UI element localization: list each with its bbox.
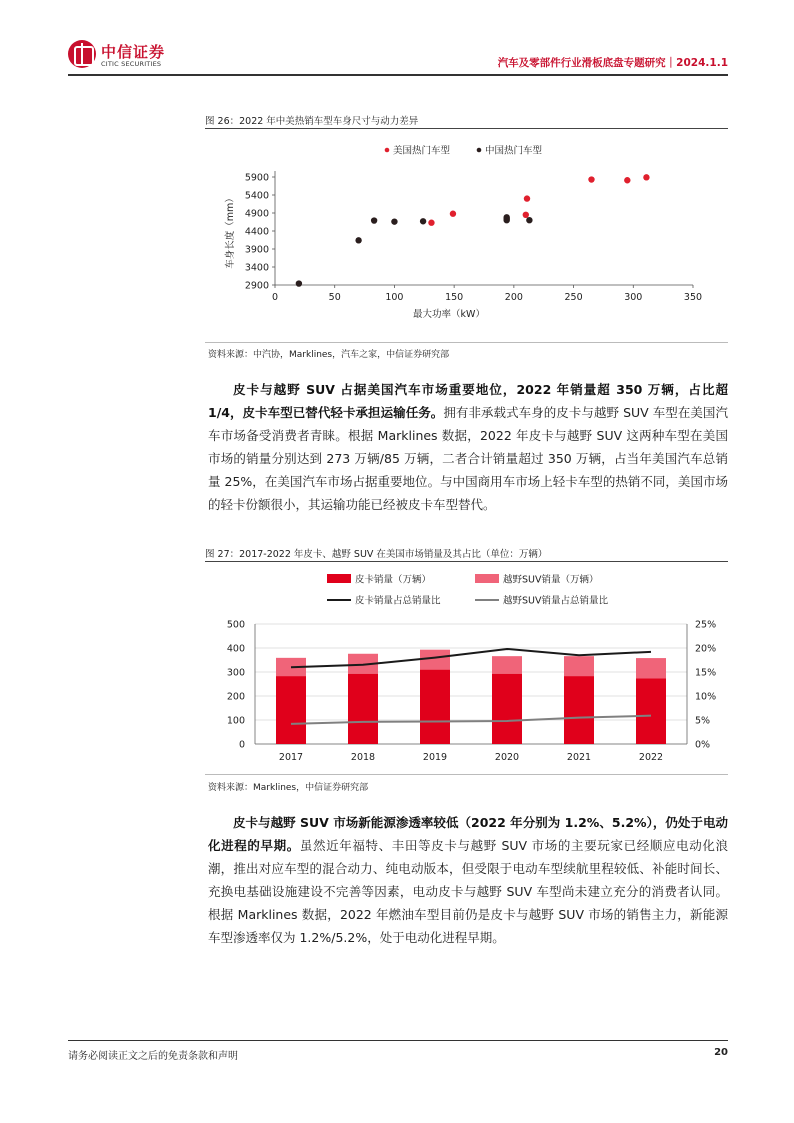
line-series-0 bbox=[291, 649, 651, 667]
bar-0-2017 bbox=[276, 676, 306, 744]
scatter-point-0 bbox=[643, 174, 649, 180]
header-divider bbox=[68, 74, 728, 76]
bar-0-2019 bbox=[420, 670, 450, 744]
paragraph-1-lead: 皮卡与越野 SUV 占据美国汽车市场重要地位，2022 年销量超 350 万辆，占比超 1/4，皮卡车型已替代轻卡承担运输任务。 bbox=[208, 382, 728, 420]
y-right-tick-label: 20% bbox=[695, 643, 717, 655]
figure-26-source: 资料来源：中汽协，Marklines，汽车之家，中信证券研究部 bbox=[208, 350, 450, 360]
scatter-point-1 bbox=[355, 237, 361, 243]
bar-1-2020 bbox=[492, 656, 522, 674]
y-tick-label: 3900 bbox=[244, 244, 269, 256]
legend-label-2: 皮卡销量占总销量比 bbox=[355, 595, 441, 607]
y-tick-label: 4400 bbox=[244, 226, 269, 238]
figure-27-caption: 图 27：2017-2022 年皮卡、越野 SUV 在美国市场销量及其占比（单位：万辆） bbox=[205, 549, 548, 560]
scatter-point-0 bbox=[588, 176, 594, 182]
citic-logo-icon bbox=[68, 40, 96, 68]
x-tick-label: 2018 bbox=[350, 752, 376, 763]
scatter-point-0 bbox=[450, 211, 456, 217]
report-title: 汽车及零部件行业滑板底盘专题研究｜2024.1.1 bbox=[497, 57, 728, 69]
scatter-chart bbox=[205, 132, 728, 337]
scatter-point-1 bbox=[391, 218, 397, 224]
x-tick-label: 200 bbox=[504, 292, 523, 303]
paragraph-ev-penetration bbox=[208, 811, 728, 949]
bar-1-2021 bbox=[564, 656, 594, 676]
scatter-point-1 bbox=[371, 217, 377, 223]
citic-logo bbox=[68, 40, 208, 72]
x-tick-label: 300 bbox=[624, 292, 643, 303]
scatter-point-1 bbox=[296, 280, 302, 286]
legend-swatch-1 bbox=[475, 574, 499, 583]
y-left-tick-label: 0 bbox=[238, 739, 245, 751]
y-right-tick-label: 5% bbox=[695, 715, 711, 727]
logo-en-text: CITIC SECURITIES bbox=[101, 60, 162, 68]
x-tick-label: 2017 bbox=[278, 752, 304, 763]
figure-26-top-rule bbox=[205, 128, 728, 129]
x-tick-label: 100 bbox=[385, 292, 404, 303]
legend-label-1: 越野SUV销量（万辆） bbox=[503, 574, 599, 586]
paragraph-2-body: 虽然近年福特、丰田等皮卡与越野 SUV 市场的主要玩家已经顺应电动化浪潮，推出对应车型的混合动力、纯电动版本，但受限于电动车型续航里程较低、补能时间长、充换电基础设施建设不完善等因素，电动皮卡与越野 SUV 车型尚未建立充分的消费者认同。根据 Marklines 数据，2022 年燃油车型目前仍是皮卡与越野 SUV 市场的销售主力，新能源车型渗透率仅为 1.2%/5.2%，处于电动化进程早期。 bbox=[208, 838, 728, 945]
y-right-tick-label: 15% bbox=[695, 667, 717, 679]
x-tick-label: 350 bbox=[683, 292, 703, 303]
page-header bbox=[68, 40, 728, 76]
bar-line-chart bbox=[205, 565, 728, 770]
bar-0-2018 bbox=[348, 674, 378, 744]
scatter-point-1 bbox=[503, 214, 509, 220]
x-tick-label: 50 bbox=[328, 292, 341, 303]
legend-swatch-0 bbox=[327, 574, 351, 583]
page-number: 20 bbox=[714, 1047, 728, 1058]
y-right-tick-label: 10% bbox=[695, 691, 717, 703]
y-tick-label: 5400 bbox=[244, 190, 269, 202]
scatter-point-0 bbox=[524, 195, 530, 201]
paragraph-2-lead: 皮卡与越野 SUV 市场新能源渗透率较低（2022 年分别为 1.2%、5.2%），仍处于电动化进程的早期。 bbox=[208, 815, 728, 853]
bar-0-2021 bbox=[564, 676, 594, 744]
bar-0-2020 bbox=[492, 674, 522, 744]
x-tick-label: 2022 bbox=[638, 752, 664, 763]
y-tick-label: 3400 bbox=[244, 262, 269, 274]
y-left-tick-label: 200 bbox=[226, 691, 245, 703]
y-tick-label: 5900 bbox=[244, 172, 269, 184]
y-left-tick-label: 300 bbox=[226, 667, 245, 679]
paragraph-pickup-market bbox=[208, 378, 728, 516]
legend-label-1: 中国热门车型 bbox=[485, 145, 543, 157]
legend-label-0: 皮卡销量（万辆） bbox=[355, 574, 432, 586]
y-axis-title: 车身长度（mm） bbox=[225, 193, 236, 269]
y-left-tick-label: 500 bbox=[226, 619, 245, 631]
y-right-tick-label: 25% bbox=[695, 619, 717, 631]
x-tick-label: 2019 bbox=[422, 752, 448, 763]
scatter-point-1 bbox=[420, 218, 426, 224]
scatter-point-1 bbox=[526, 217, 532, 223]
bar-1-2022 bbox=[636, 658, 666, 678]
y-left-tick-label: 100 bbox=[226, 715, 245, 727]
y-tick-label: 4900 bbox=[244, 208, 269, 220]
scatter-point-0 bbox=[624, 177, 630, 183]
figure-27-bottom-rule bbox=[205, 774, 728, 775]
footer-disclaimer: 请务必阅读正文之后的免责条款和声明 bbox=[68, 1051, 238, 1062]
x-tick-label: 150 bbox=[445, 292, 464, 303]
paragraph-1-body: 拥有非承载式车身的皮卡与越野 SUV 车型在美国汽车市场备受消费者青睐。根据 Marklines 数据，2022 年皮卡与越野 SUV 这两种车型在美国市场的销量分别达到 273 万辆/85 万辆，二者合计销量超过 350 万辆，占当年美国汽车总销量 25%，在美国汽车市场占据重要地位。与中国商用车市场上轻卡车型的热销不同，美国市场的轻卡份额很小，其运输功能已经被皮卡车型替代。 bbox=[208, 405, 728, 512]
figure-26-bottom-rule bbox=[205, 342, 728, 343]
x-tick-label: 250 bbox=[564, 292, 583, 303]
legend-label-0: 美国热门车型 bbox=[393, 145, 451, 157]
scatter-point-0 bbox=[428, 220, 434, 226]
legend-marker-0 bbox=[385, 148, 390, 153]
y-right-tick-label: 0% bbox=[695, 739, 711, 751]
x-tick-label: 2020 bbox=[494, 752, 520, 763]
y-tick-label: 2900 bbox=[244, 280, 269, 292]
legend-label-3: 越野SUV销量占总销量比 bbox=[503, 595, 608, 607]
figure-27-top-rule bbox=[205, 561, 728, 562]
footer-divider bbox=[68, 1040, 728, 1041]
x-axis-title: 最大功率（kW） bbox=[413, 309, 485, 320]
legend-marker-1 bbox=[477, 148, 482, 153]
scatter-point-0 bbox=[523, 212, 529, 218]
y-left-tick-label: 400 bbox=[226, 643, 245, 655]
x-tick-label: 0 bbox=[271, 292, 279, 303]
logo-cn-text: 中信证券 bbox=[101, 43, 166, 61]
figure-27-source: 资料来源：Marklines，中信证券研究部 bbox=[208, 783, 369, 793]
bar-0-2022 bbox=[636, 678, 666, 744]
x-tick-label: 2021 bbox=[566, 752, 592, 763]
figure-26-caption: 图 26：2022 年中美热销车型车身尺寸与动力差异 bbox=[205, 116, 419, 127]
